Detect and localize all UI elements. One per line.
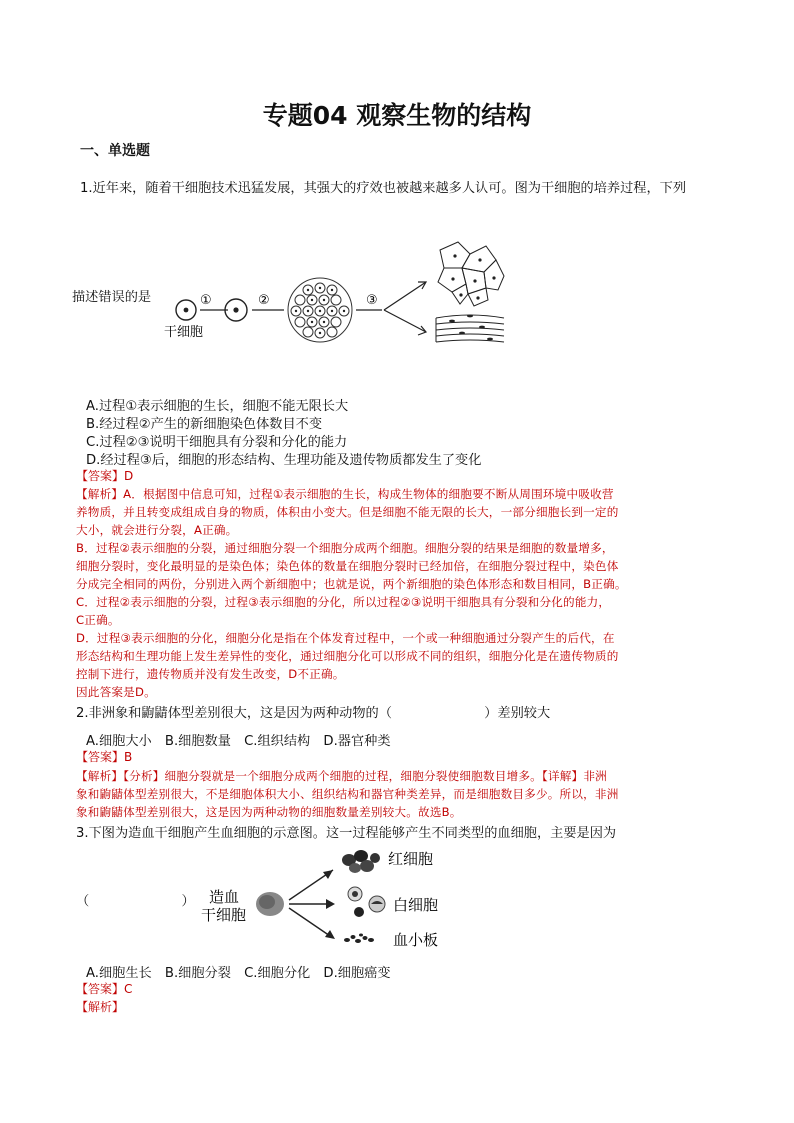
section-heading: 一、单选题 (80, 143, 150, 159)
q1-stem-cell-diagram (164, 232, 510, 352)
platelet-label: 血小板 (393, 931, 439, 949)
q1-explanation-line: D．过程③表示细胞的分化，细胞分化是指在个体发育过程中，一个或一种细胞通过分裂产生的后代，在 (76, 631, 615, 645)
hsc-label-line2: 干细胞 (201, 906, 247, 924)
q3-options: A.细胞生长 B.细胞分裂 C.细胞分化 D.细胞癌变 (86, 966, 391, 981)
q3-stem: 3.下图为造血干细胞产生血细胞的示意图。这一过程能够产生不同类型的血细胞，主要是因为 (76, 826, 617, 841)
q1-explanation-line: 形态结构和生理功能上发生差异性的变化，通过细胞分化可以形成不同的组织，细胞分化是在遗传物质的 (76, 649, 619, 663)
q1-explanation-line: 细胞分裂时，变化最明显的是染色体；染色体的数量在细胞分裂时已经加倍，在细胞分裂过程中，染色体 (76, 559, 619, 573)
q2-stem: 2.非洲象和鼩鼱体型差别很大，这是因为两种动物的（ ）差别较大 (76, 706, 551, 721)
q1-explanation-line: 控制下进行，遗传物质并没有发生改变，D不正确。 (76, 667, 345, 681)
red-cell-label: 红细胞 (388, 850, 434, 868)
q1-explanation-line: C正确。 (76, 613, 120, 627)
q2-explanation-line: 【解析】【分析】细胞分裂就是一个细胞分成两个细胞的过程，细胞分裂使细胞数目增多。【详解】非洲 (76, 769, 607, 783)
q1-stem: 1.近年来，随着干细胞技术迅猛发展，其强大的疗效也被越来越多人认可。图为干细胞的培养过程，下列 (80, 181, 687, 196)
q3-explanation-label: 【解析】 (76, 1000, 125, 1014)
polygonal-cells (438, 242, 504, 306)
q3-answer: 【答案】C (76, 982, 133, 996)
q1-answer: 【答案】D (76, 469, 134, 483)
q1-option-a: A.过程①表示细胞的生长，细胞不能无限长大 (86, 399, 349, 414)
white-cell-label: 白细胞 (393, 896, 439, 914)
q1-explanation-line: C．过程②表示细胞的分裂，过程③表示细胞的分化，所以过程②③说明干细胞具有分裂和分化的能力， (76, 595, 611, 609)
q2-explanation-line: 象和鼩鼱体型差别很大，这是因为两种动物的细胞数量差别较大。故选B。 (76, 805, 462, 819)
q1-option-d: D.经过程③后，细胞的形态结构、生理功能及遗传物质都发生了变化 (86, 453, 482, 468)
q1-option-b: B.经过程②产生的新细胞染色体数目不变 (86, 417, 323, 432)
red-blood-cells (342, 850, 380, 873)
q3-blood-cell-diagram (195, 842, 465, 962)
page-title: 专题04 观察生物的结构 (262, 101, 532, 130)
q2-explanation-line: 象和鼩鼱体型差别很大，不是细胞体积大小、组织结构和器官种类差异，而是细胞数目多少。所以，非洲 (76, 787, 619, 801)
q1-explanation-line: 养物质，并且转变成组成自身的物质，体积由小变大。但是细胞不能无限的长大，一部分细胞长到一定的 (76, 505, 619, 519)
cell-cluster (288, 278, 352, 342)
q3-answer-bracket: （ ） (76, 894, 195, 909)
q1-explanation-line: B．过程②表示细胞的分裂，通过细胞分裂一个细胞分成两个细胞。细胞分裂的结果是细胞的数量增多， (76, 541, 614, 555)
elongated-cells (436, 315, 504, 342)
step-3-label: ③ (366, 293, 378, 308)
stem-cell-label: 干细胞 (164, 325, 204, 340)
q1-option-c: C.过程②③说明干细胞具有分裂和分化的能力 (86, 435, 348, 450)
q1-explanation-line: 因此答案是D。 (76, 685, 156, 699)
q2-options: A.细胞大小 B.细胞数量 C.组织结构 D.器官种类 (86, 734, 391, 749)
q1-explanation-line: 【解析】A．根据图中信息可知，过程①表示细胞的生长，构成生物体的细胞要不断从周围环境中吸收营 (76, 487, 614, 501)
hsc-label-line1: 造血 (209, 888, 240, 906)
step-2-label: ② (258, 293, 270, 308)
white-blood-cells (348, 887, 385, 917)
q2-answer: 【答案】B (76, 750, 133, 764)
platelets (344, 934, 374, 944)
q1-stem-tail: 描述错误的是 (72, 290, 152, 305)
q1-explanation-line: 分成完全相同的两份，分别进入两个新细胞中；也就是说，两个新细胞的染色体形态和数目相同，B正确。 (76, 577, 627, 591)
step-1-label: ① (200, 293, 212, 308)
q1-explanation-line: 大小，就会进行分裂，A正确。 (76, 523, 238, 537)
